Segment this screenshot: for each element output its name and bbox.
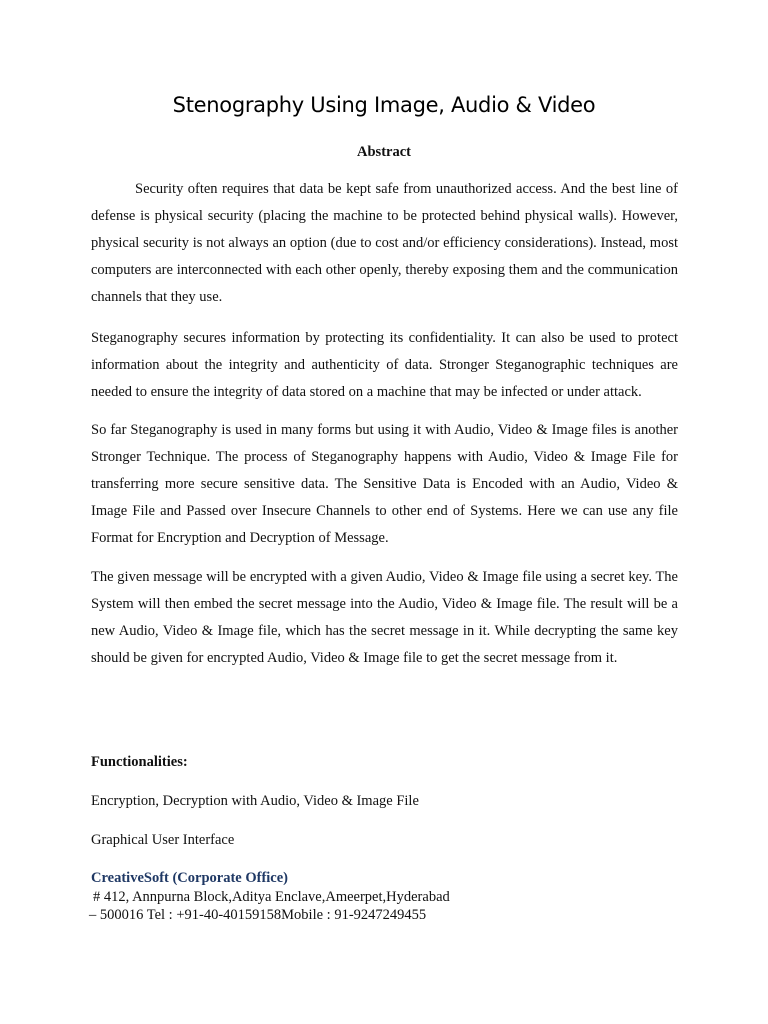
abstract-paragraph-security: Security often requires that data be kept safe from unauthorized access. And the best line of defense is physical security (placing the machine to be protected behind physical walls). However, physical security is not always an option (due to cost and/or efficiency considerations). Instead, most computers are interconnected with each other openly, thereby exposing them and the communication channels that they use.: [91, 181, 678, 305]
company-address: # 412, Annpurna Block,Aditya Enclave,Ameerpet,Hyderabad: [93, 889, 450, 905]
functionality-item: Graphical User Interface: [91, 832, 235, 848]
company-contact: – 500016 Tel : +91-40-40159158Mobile : 91-9247249455: [89, 907, 427, 923]
abstract-heading: Abstract: [357, 144, 411, 160]
functionality-item: Encryption, Decryption with Audio, Video & Image File: [91, 793, 419, 809]
company-name: CreativeSoft (Corporate Office): [91, 870, 289, 886]
abstract-paragraph-process: So far Steganography is used in many forms but using it with Audio, Video & Image files is another Stronger Technique. The process of Steganography happens with Audio, Video & Image File for transferring more secure sensitive data. The Sensitive Data is Encoded with an Audio, Video & Image File and Passed over Insecure Channels to other end of Systems. Here we can use any file Format for Encryption and Decryption of Message.: [91, 422, 678, 546]
abstract-paragraph-encryption: The given message will be encrypted with a given Audio, Video & Image file using a secret key. The System will then embed the secret message into the Audio, Video & Image file. The result will be a new Audio, Video & Image file, which has the secret message in it. While decrypting the same key should be given for encrypted Audio, Video & Image file to get the secret message from it.: [91, 569, 678, 666]
functionalities-heading: Functionalities:: [91, 754, 188, 770]
document-title: Stenography Using Image, Audio & Video: [172, 93, 596, 117]
abstract-paragraph-steganography: Steganography secures information by protecting its confidentiality. It can also be used to protect information about the integrity and authenticity of data. Stronger Steganographic techniques are needed to ensure the integrity of data stored on a machine that may be infected or under attack.: [91, 330, 678, 400]
